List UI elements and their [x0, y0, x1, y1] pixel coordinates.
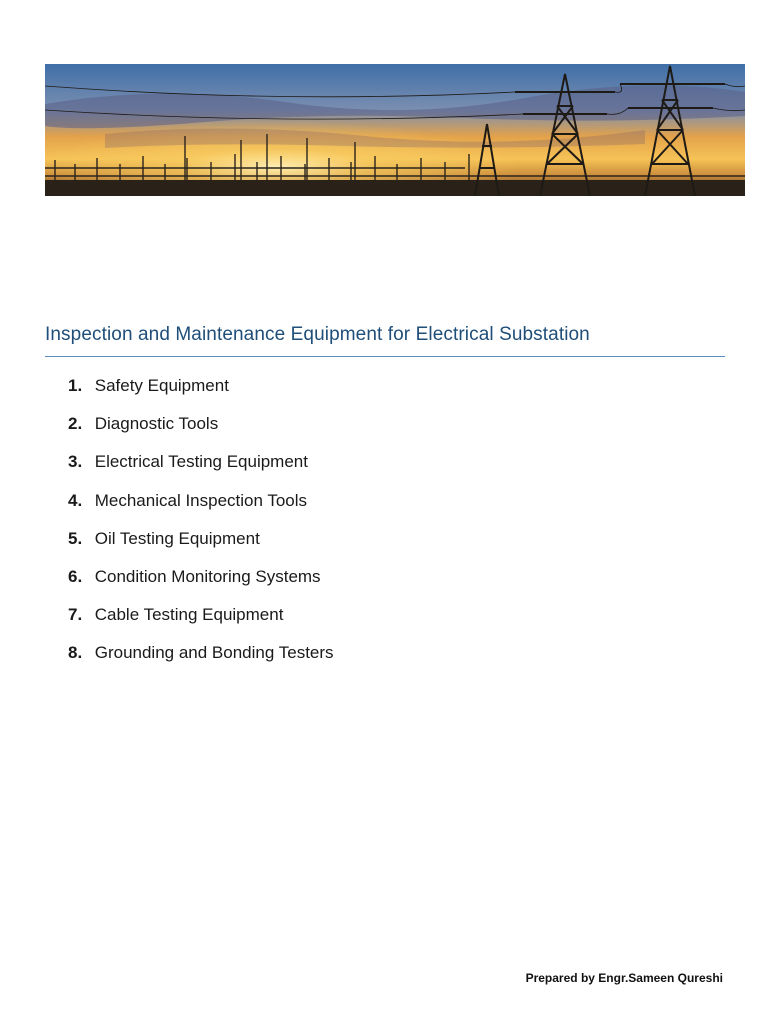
list-item-number: 4.	[68, 490, 83, 510]
list-item-number: 5.	[68, 528, 83, 548]
list-item	[68, 491, 334, 529]
author-credit: Prepared by Engr.Sameen Qureshi	[525, 971, 723, 985]
list-item	[68, 414, 334, 452]
list-item-label: Diagnostic Tools	[94, 414, 219, 434]
list-item-number: 2.	[68, 414, 83, 434]
list-item	[68, 605, 334, 643]
list-item-number: 6.	[68, 566, 83, 586]
section-heading	[45, 322, 725, 357]
list-item	[68, 376, 334, 414]
list-item	[68, 567, 334, 605]
list-item-label: Mechanical Inspection Tools	[94, 490, 308, 510]
list-item-label: Cable Testing Equipment	[94, 605, 284, 625]
page-title: Inspection and Maintenance Equipment for Electrical Substation	[45, 324, 590, 345]
transmission-towers-sunset-picture	[45, 64, 745, 196]
list-item-number: 3.	[68, 452, 83, 472]
list-item-number: 1.	[68, 376, 83, 395]
list-item-number: 8.	[68, 643, 83, 663]
list-item	[68, 452, 334, 490]
list-item	[68, 529, 334, 567]
list-item-label: Grounding and Bonding Testers	[94, 643, 334, 663]
equipment-list	[68, 376, 334, 682]
list-item-label: Condition Monitoring Systems	[94, 566, 321, 586]
list-item-number: 7.	[68, 605, 83, 625]
list-item-label: Oil Testing Equipment	[94, 528, 260, 548]
list-item-label: Safety Equipment	[94, 376, 229, 395]
header-banner-image	[45, 64, 745, 196]
list-item	[68, 643, 334, 681]
list-item-label: Electrical Testing Equipment	[94, 452, 308, 472]
